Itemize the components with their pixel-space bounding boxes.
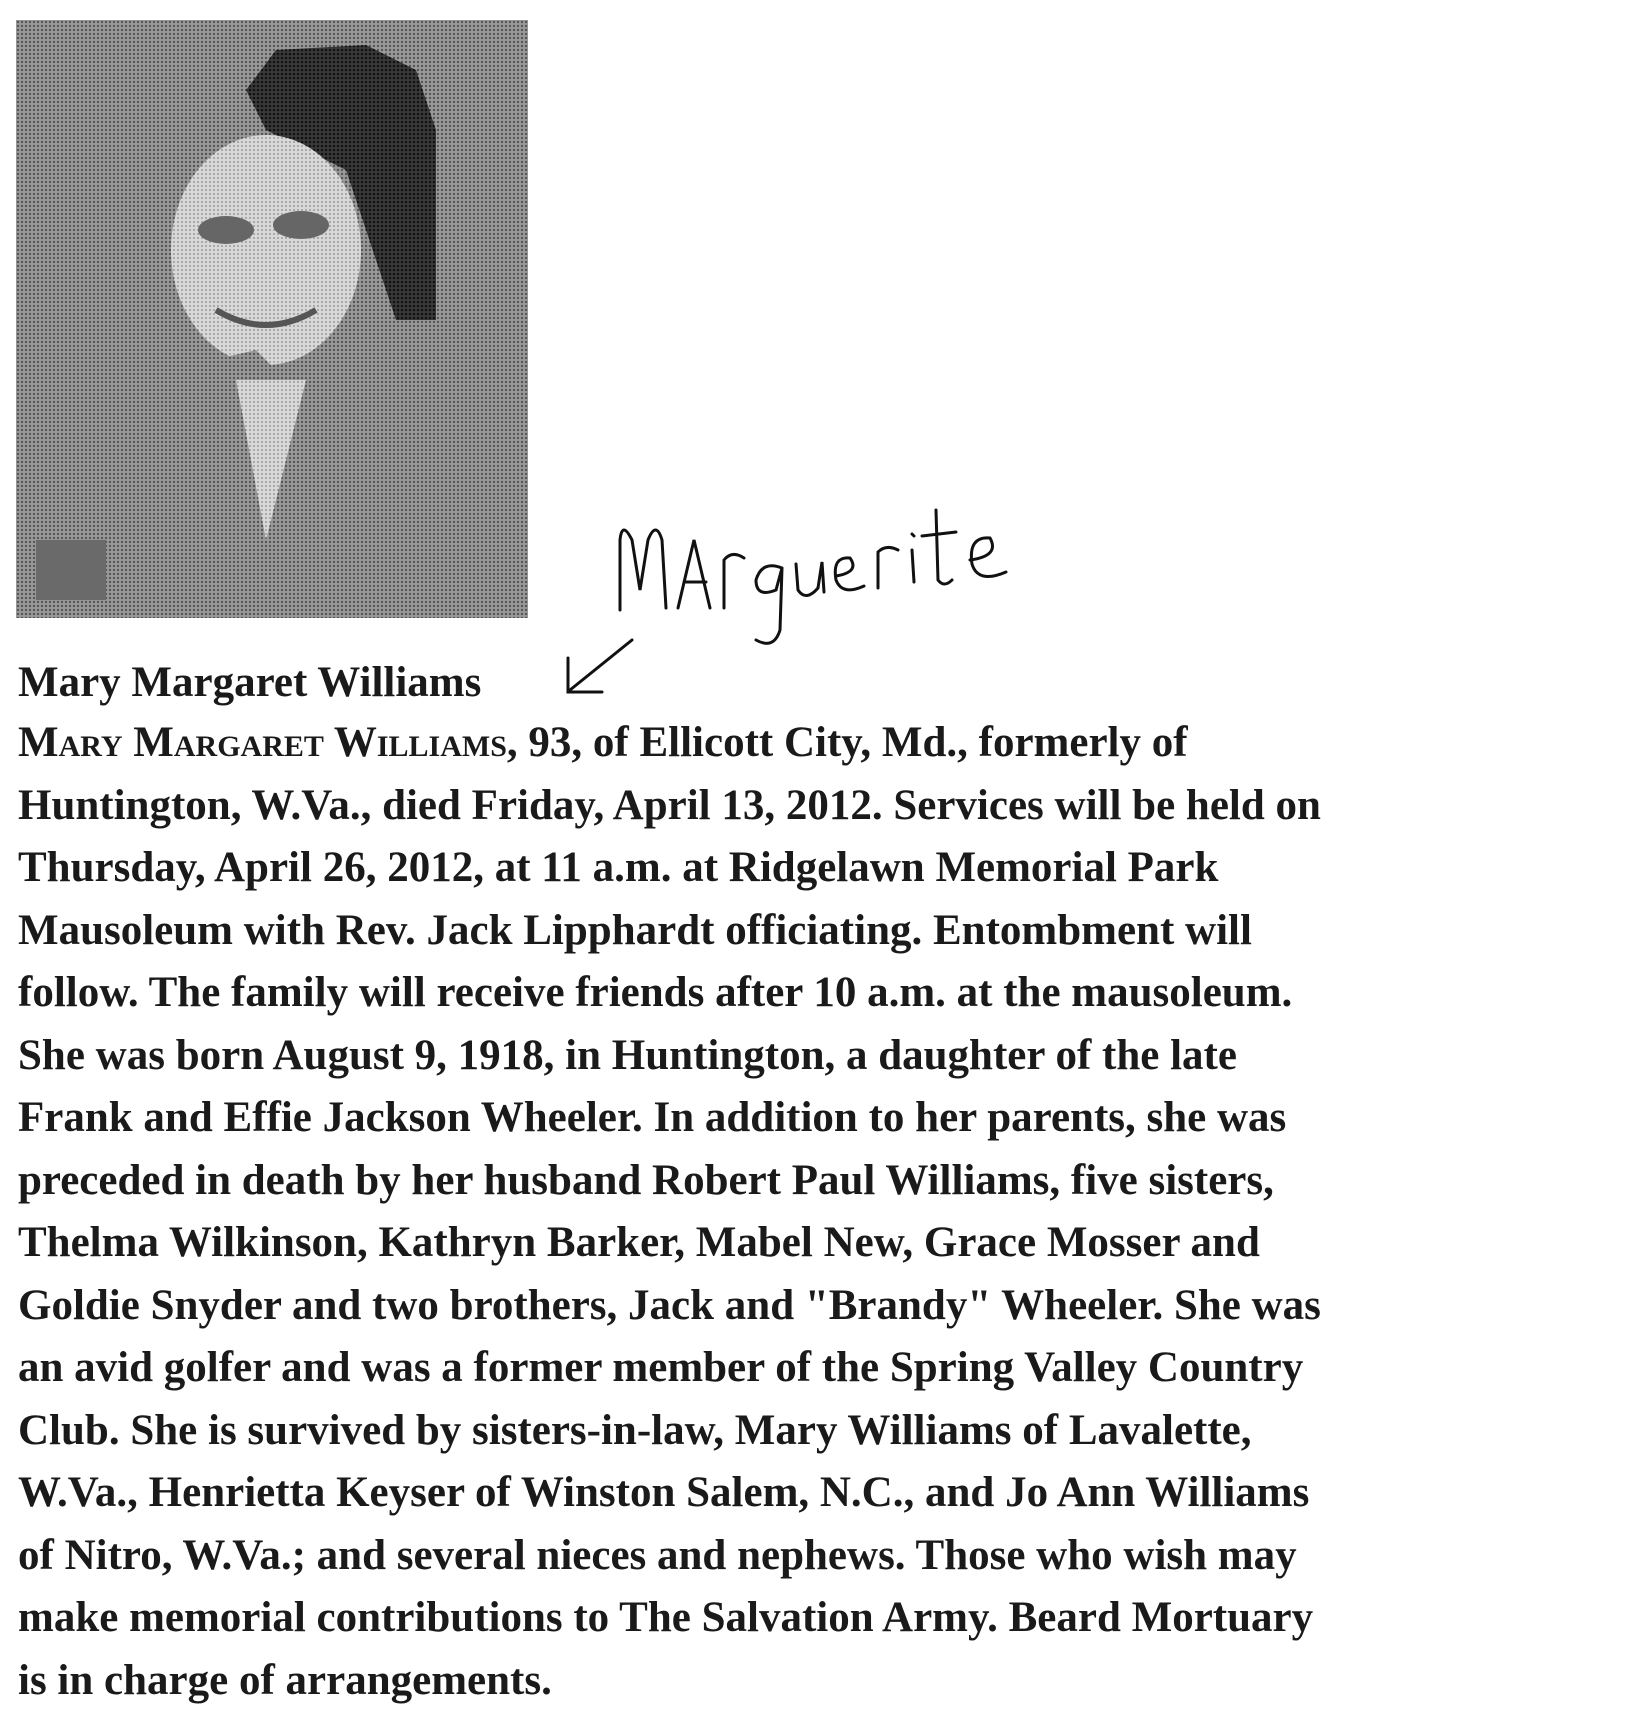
obituary-line-14: of Nitro, W.Va.; and several nieces and nephews. Those who wish may	[18, 1531, 1297, 1579]
portrait-photo	[16, 20, 528, 618]
obituary-line-12: Club. She is survived by sisters-in-law, Mary Williams of Lavalette,	[18, 1406, 1252, 1454]
obituary-line-9: Thelma Wilkinson, Kathryn Barker, Mabel New, Grace Mosser and	[18, 1219, 1260, 1266]
handwritten-marguerite-with-arrow	[560, 480, 1160, 720]
obituary-headline: Mary Margaret Williams	[18, 659, 482, 706]
obituary-line-8: preceded in death by her husband Robert Paul Williams, five sisters,	[18, 1156, 1274, 1204]
obituary-line-1	[18, 712, 1643, 775]
obituary-line-10: Goldie Snyder and two brothers, Jack and "Brandy" Wheeler. She was	[18, 1281, 1321, 1329]
obituary-line-7: Frank and Effie Jackson Wheeler. In addition to her parents, she was	[18, 1094, 1287, 1141]
obituary-line-11: an avid golfer and was a former member of the Spring Valley Country	[18, 1344, 1304, 1391]
obituary-line-13: W.Va., Henrietta Keyser of Winston Salem, N.C., and Jo Ann Williams	[18, 1469, 1310, 1516]
obituary-line-4: Mausoleum with Rev. Jack Lipphardt officiating. Entombment will	[18, 906, 1252, 954]
obituary-lead-name: Mary Margaret Williams	[18, 719, 507, 766]
portrait-image	[16, 20, 528, 618]
obituary-line-3: Thursday, April 26, 2012, at 11 a.m. at Ridgelawn Memorial Park	[18, 844, 1219, 891]
handwritten-annotation	[560, 480, 1160, 720]
obituary-line-16: is in charge of arrangements.	[18, 1656, 552, 1704]
obituary-line-6: She was born August 9, 1918, in Huntington, a daughter of the late	[18, 1031, 1237, 1079]
obituary-line-15: make memorial contributions to The Salvation Army. Beard Mortuary	[18, 1594, 1314, 1641]
obituary-line-5: follow. The family will receive friends after 10 a.m. at the mausoleum.	[18, 969, 1293, 1016]
obituary-line-1-text: , 93, of Ellicott City, Md., formerly of	[506, 719, 1188, 766]
obituary-line-2: Huntington, W.Va., died Friday, April 13, 2012. Services will be held on	[18, 781, 1321, 829]
obituary-body	[18, 712, 1643, 1712]
